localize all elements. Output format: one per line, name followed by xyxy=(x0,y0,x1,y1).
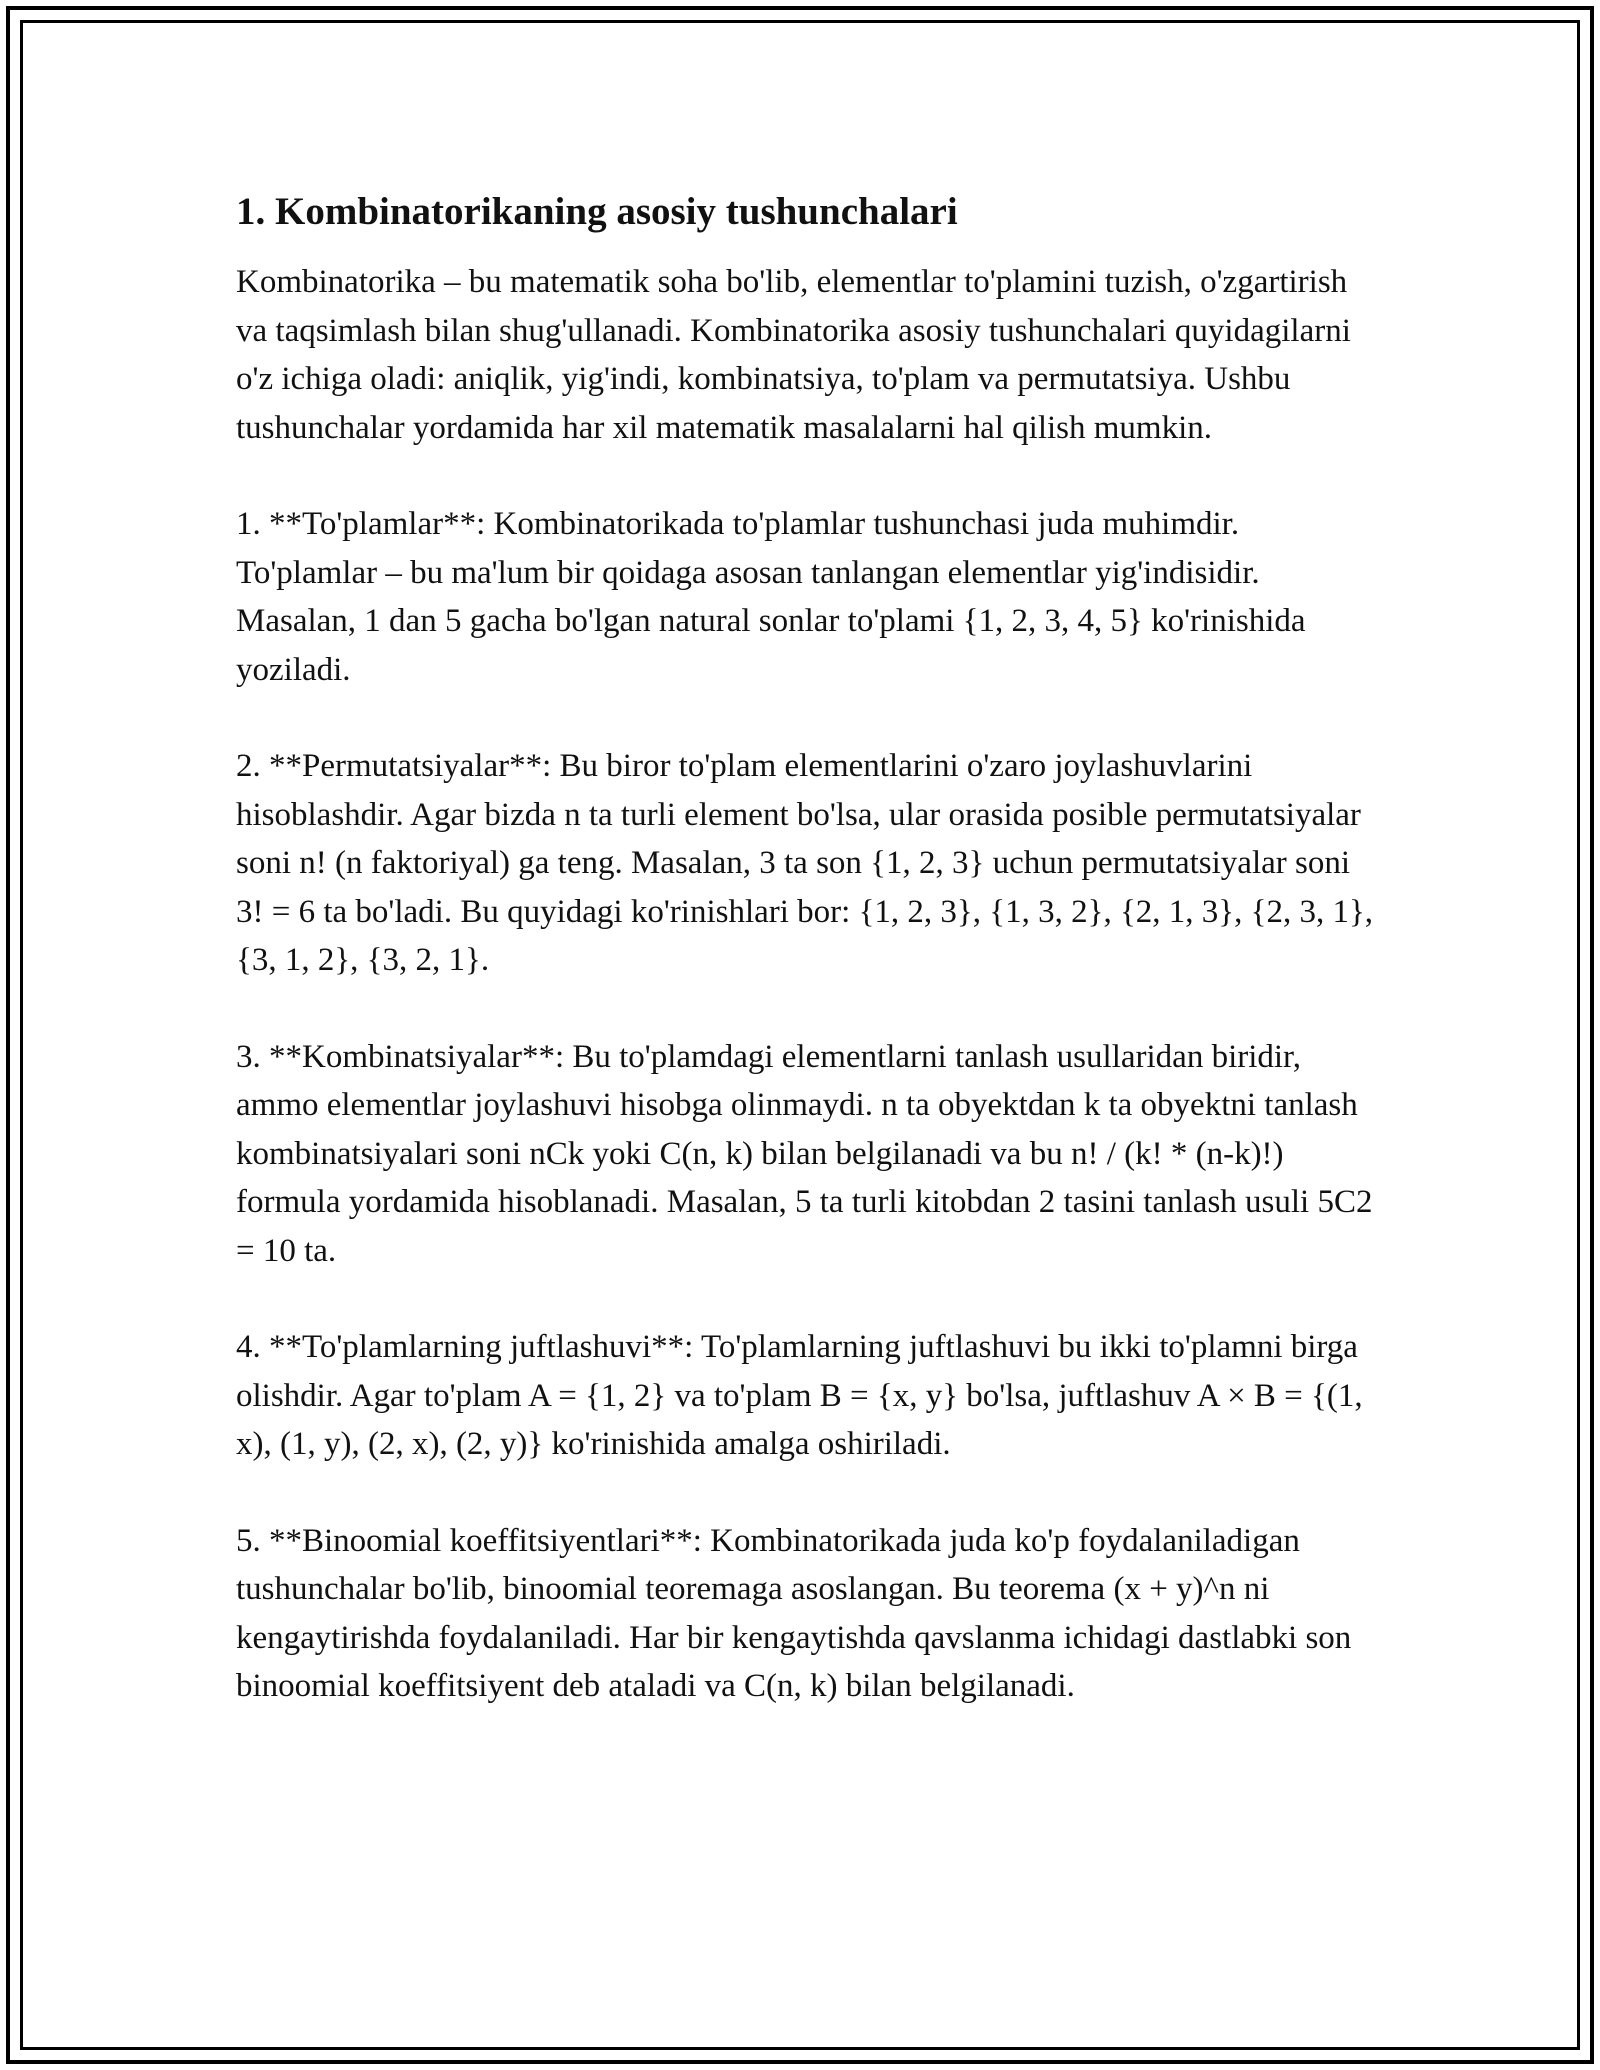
paragraph-juftlashuv: 4. **To'plamlarning juftlashuvi**: To'plamlarning juftlashuvi bu ikki to'plamni birga olishdir. Agar to'plam A = {1, 2} va to'plam B = {x, y} bo'lsa, juftlashuv A × B = {(1, x), (1, y), (2, x), (2, y)} ko'rinishida amalga oshiriladi. xyxy=(236,1329,1363,1462)
paragraph-kombinatsiyalar: 3. **Kombinatsiyalar**: Bu to'plamdagi elementlarni tanlash usullaridan biridir, ammo elementlar joylashuvi hisobga olinmaydi. n ta obyektdan k ta obyektni tanlash kombinatsiyalari soni nCk yoki C(n, k) bilan belgilanadi va bu n! / (k! * (n-k)!) formula yordamida hisoblanadi. Masalan, 5 ta turli kitobdan 2 tasini tanlash usuli 5C2 = 10 ta. xyxy=(236,1038,1373,1269)
paragraph-binoomial: 5. **Binoomial koeffitsiyentlari**: Kombinatorikada juda ko'p foydalaniladigan tushunchalar bo'lib, binoomial teoremaga asoslangan. Bu teorema (x + y)^n ni kengaytirishda foydalaniladi. Har bir kengaytishda qavslanma ichidagi dastlabki son binoomial koeffitsiyent deb ataladi va C(n, k) bilan belgilanadi. xyxy=(236,1522,1352,1704)
document-body xyxy=(236,186,1376,1759)
document-title: 1. Kombinatorikaning asosiy tushunchalari xyxy=(236,190,958,233)
paragraph-toplamlar: 1. **To'plamlar**: Kombinatorikada to'plamlar tushunchasi juda muhimdir. To'plamlar – bu ma'lum bir qoidaga asosan tanlangan elementlar yig'indisidir. Masalan, 1 dan 5 gacha bo'lgan natural sonlar to'plami {1, 2, 3, 4, 5} ko'rinishida yoziladi. xyxy=(236,506,1306,688)
paragraph-intro: Kombinatorika – bu matematik soha bo'lib, elementlar to'plamini tuzish, o'zgartirish va taqsimlash bilan shug'ullanadi. Kombinatorika asosiy tushunchalari quyidagilarni o'z ichiga oladi: aniqlik, yig'indi, kombinatsiya, to'plam va permutatsiya. Ushbu tushunchalar yordamida har xil matematik masalalarni hal qilish mumkin. xyxy=(236,264,1351,446)
paragraph-permutatsiyalar: 2. **Permutatsiyalar**: Bu biror to'plam elementlarini o'zaro joylashuvlarini hisoblashdir. Agar bizda n ta turli element bo'lsa, ular orasida posible permutatsiyalar soni n! (n faktoriyal) ga teng. Masalan, 3 ta son {1, 2, 3} uchun permutatsiyalar soni 3! = 6 ta bo'ladi. Bu quyidagi ko'rinishlari bor: {1, 2, 3}, {1, 3, 2}, {2, 1, 3}, {2, 3, 1}, {3, 1, 2}, {3, 2, 1}. xyxy=(236,748,1374,978)
